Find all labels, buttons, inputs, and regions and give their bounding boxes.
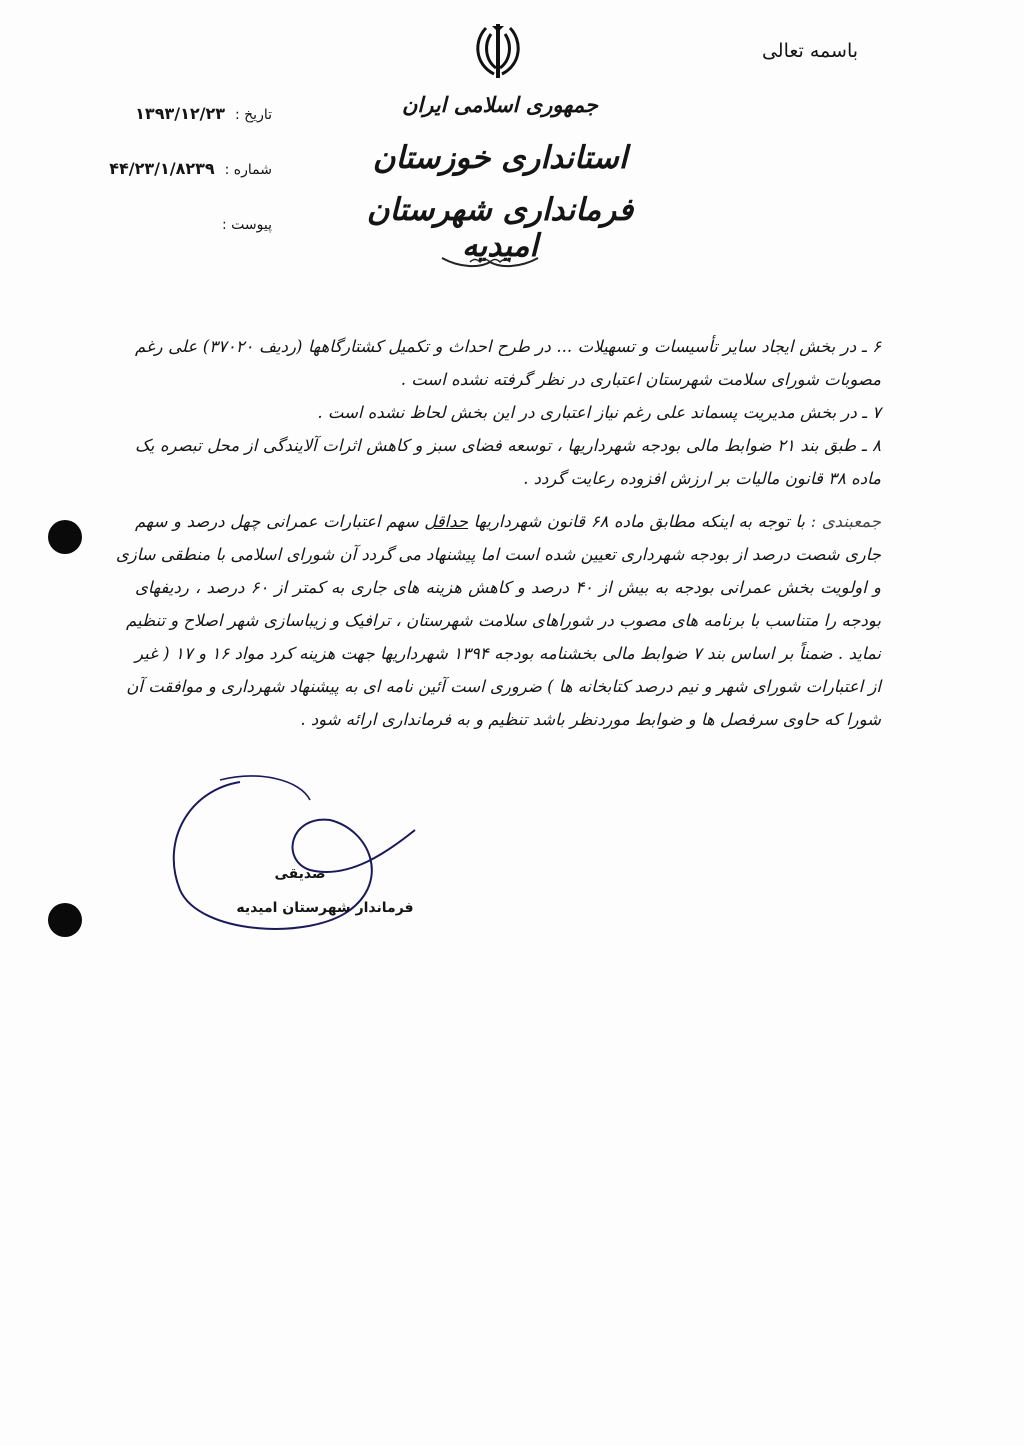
item-8-line: ماده ۳۸ قانون مالیات بر ارزش افزوده رعایت گردد . xyxy=(523,469,881,488)
summary-line xyxy=(135,505,881,538)
country-title: جمهوری اسلامی ایران xyxy=(401,92,599,117)
item-6-line: مصوبات شورای سلامت شهرستان اعتباری در نظر گرفته نشده است . xyxy=(400,370,881,389)
punch-hole xyxy=(48,903,82,937)
date-field xyxy=(135,104,272,123)
signatory-name: صدیقی xyxy=(274,866,326,882)
summary-line: و اولویت بخش عمرانی بودجه به بیش از ۴۰ درصد و کاهش هزینه های جاری به کمتر از ۶۰ درصد ، ردیفهای xyxy=(135,578,882,597)
iran-emblem-icon xyxy=(472,20,524,80)
number-field xyxy=(109,159,272,178)
item-6-line: ۶ ـ در بخش ایجاد سایر تأسیسات و تسهیلات ... در طرح احداث و تکمیل کشتارگاهها (ردیف ۳۷۰۲۰) علی رغم xyxy=(135,337,881,356)
punch-hole xyxy=(48,520,82,554)
attachment-label: پیوست : xyxy=(222,217,272,233)
summary-text: سهم اعتبارات عمرانی چهل درصد و سهم xyxy=(135,512,419,531)
invocation-text: باسمه تعالی xyxy=(761,40,859,62)
date-value: ۱۳۹۳/۱۲/۲۳ xyxy=(135,104,225,123)
summary-label: جمعبندی : xyxy=(810,512,881,531)
summary-underlined: حداقل xyxy=(424,512,469,531)
item-7-line: ۷ ـ در بخش مدیریت پسماند علی رغم نیاز اعتباری در این بخش لحاظ نشده است . xyxy=(317,403,881,422)
summary-line: شورا که حاوی سرفصل ها و ضوابط موردنظر باشد تنظیم و به فرمانداری ارائه شود . xyxy=(300,710,881,729)
letter-body xyxy=(115,330,882,736)
summary-line: بودجه را متناسب با برنامه های مصوب در شوراهای سلامت شهرستان ، ترافیک و زیباسازی شهر اصلاح و تنظیم xyxy=(125,611,881,630)
summary-line: از اعتبارات شورای شهر و نیم درصد کتابخانه ها ) ضروری است آئین نامه ای به پیشنهاد شهرداری و موافقت آن xyxy=(126,677,881,696)
attachment-field xyxy=(222,217,272,233)
ornament-divider-icon xyxy=(440,254,540,270)
province-office-title: استانداری خوزستان xyxy=(372,140,628,176)
summary-line: جاری شصت درصد از بودجه شهرداری تعیین شده است اما پیشنهاد می گردد آن شورای اسلامی با منطقی سازی xyxy=(115,545,881,564)
county-office-title: فرمانداری شهرستان امیدیه xyxy=(366,192,634,264)
item-8-line: ۸ ـ طبق بند ۲۱ ضوابط مالی بودجه شهرداریها ، توسعه فضای سبز و کاهش اثرات آلایندگی از محل تبصره یک xyxy=(135,436,881,455)
signatory-title: فرماندار شهرستان امیدیه xyxy=(236,900,414,916)
summary-text: با توجه به اینکه مطابق ماده ۶۸ قانون شهرداریها xyxy=(473,512,805,531)
summary-line: نماید . ضمناً بر اساس بند ۷ ضوابط مالی بخشنامه بودجه ۱۳۹۴ شهرداریها جهت هزینه کرد مواد ۱۶ و ۱۷ ( غیر xyxy=(135,644,881,663)
number-value: ۴۴/۲۳/۱/۸۲۳۹ xyxy=(109,159,215,178)
date-label: تاریخ : xyxy=(234,107,272,123)
number-label: شماره : xyxy=(224,162,272,178)
